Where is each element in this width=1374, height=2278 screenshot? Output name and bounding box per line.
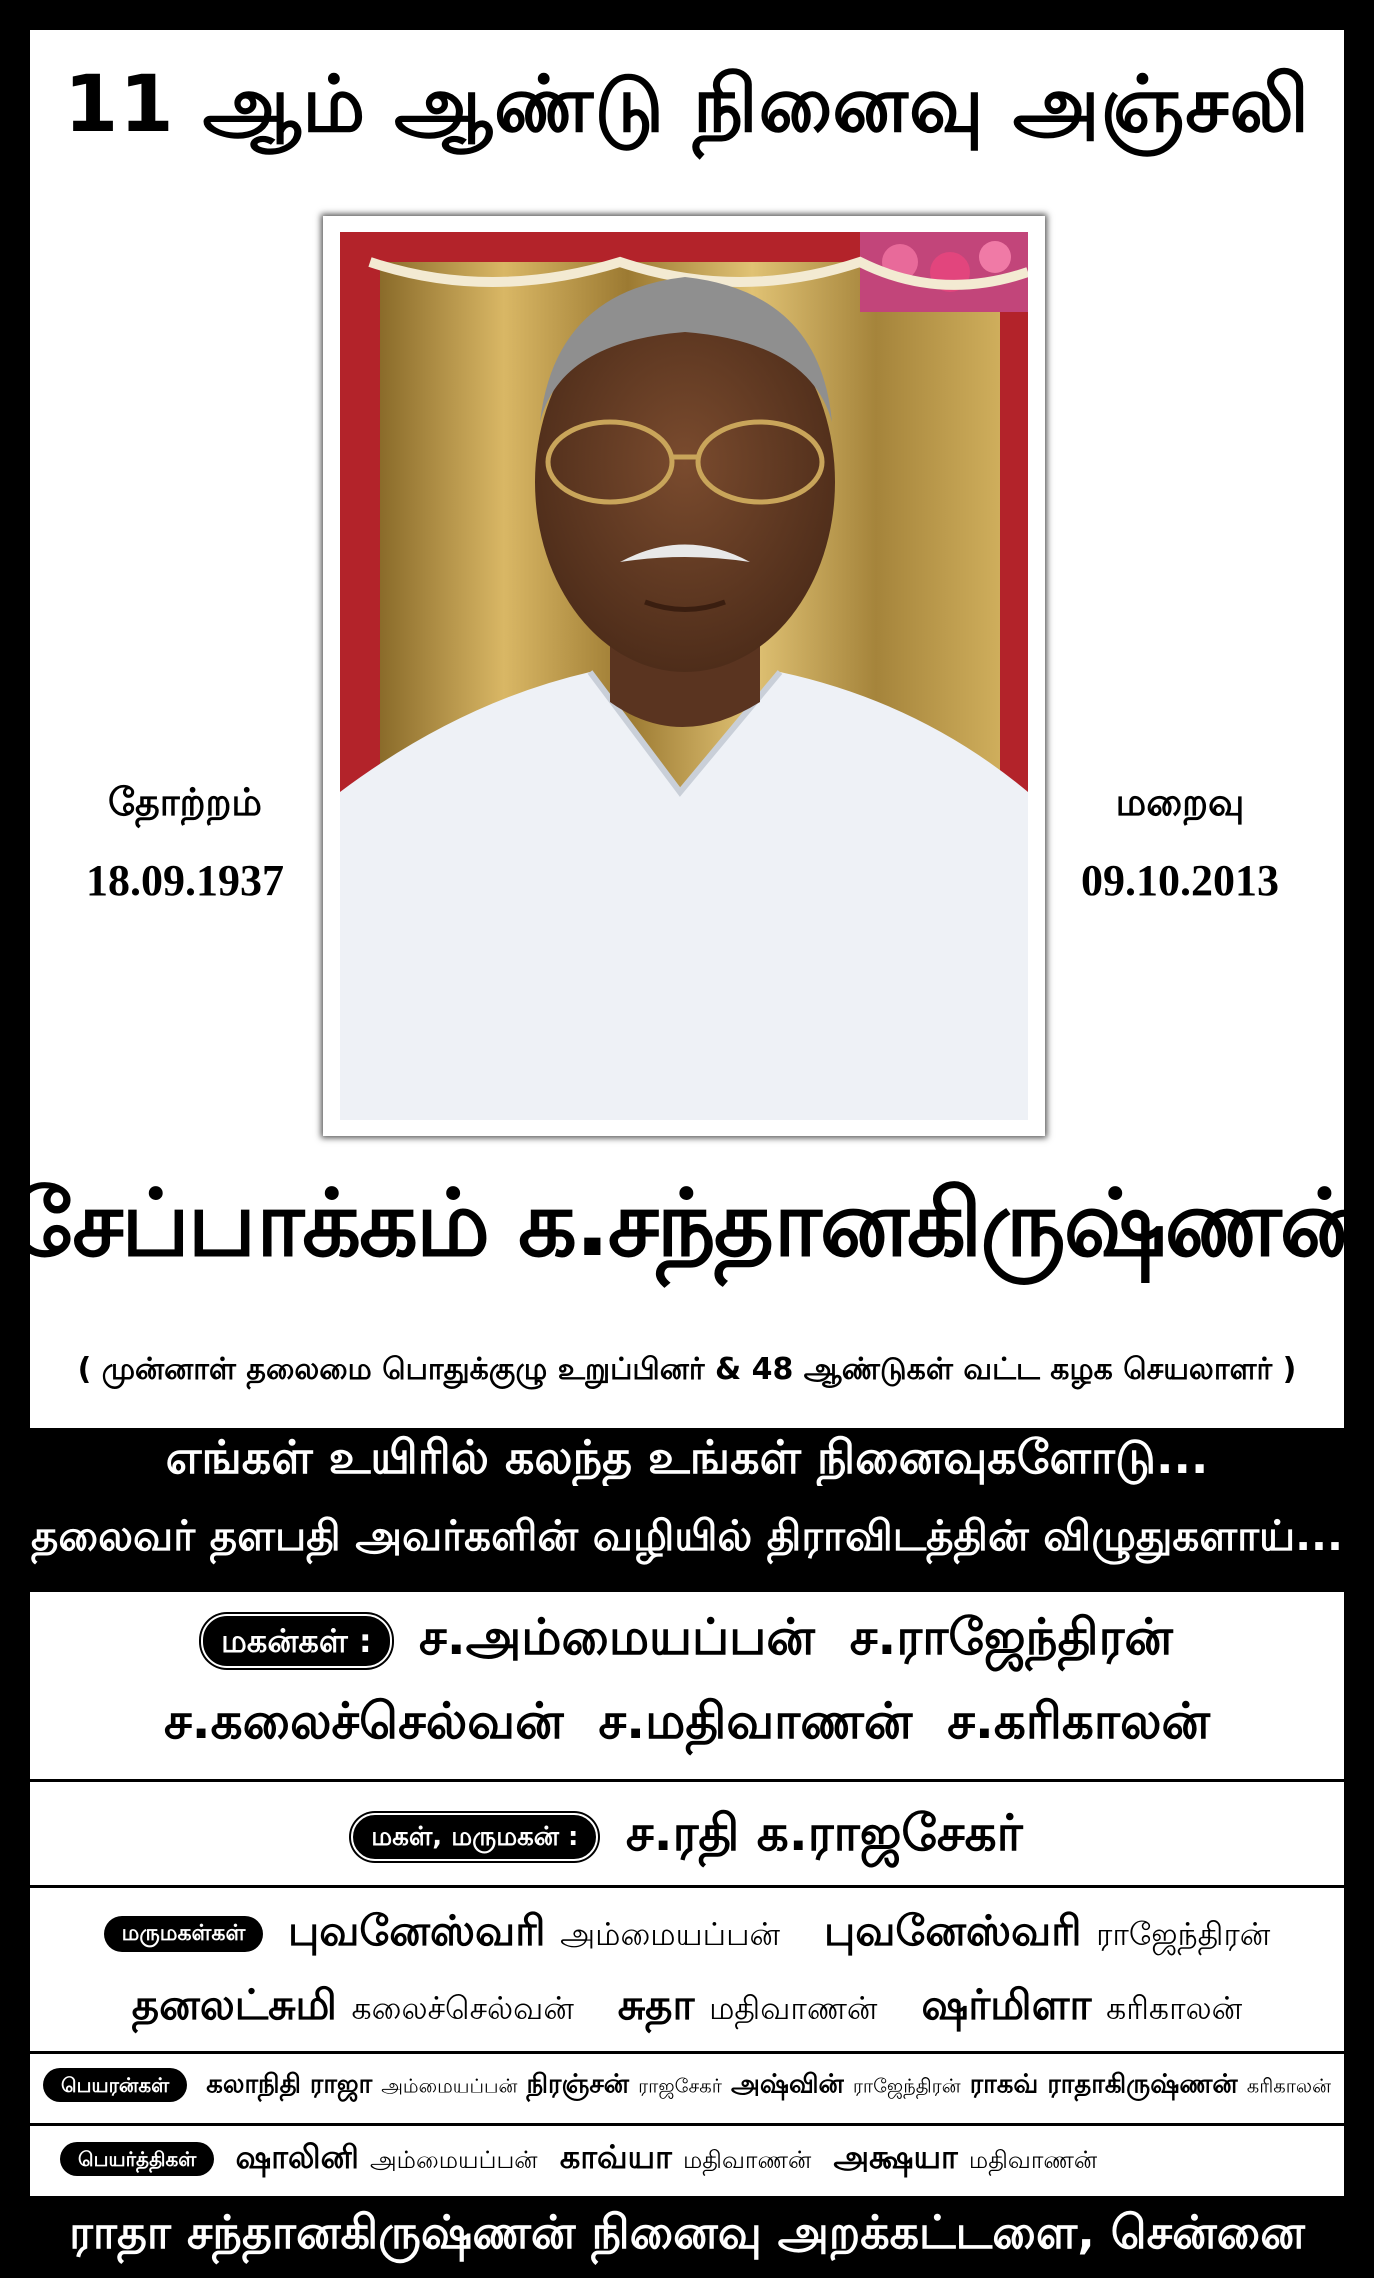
daughters-in-law-label: மருமகள்கள் xyxy=(104,1916,264,1952)
dil-last-name: அம்மையப்பன் xyxy=(560,1917,781,1953)
deceased-role: ( முன்னாள் தலைமை பொதுக்குழு உறுப்பினர் & 48 ஆண்டுகள் வட்ட கழக செயலாளர் ) xyxy=(77,1352,1297,1387)
sons-row-2 xyxy=(30,1692,1344,1757)
death-label: மறைவு xyxy=(1115,780,1245,824)
birth-date: 18.09.1937 xyxy=(86,856,284,905)
grandson-last-name: ராஜேந்திரன் xyxy=(852,2074,961,2098)
grandsons-section xyxy=(30,2054,1344,2126)
footer-trust-name: ராதா சந்தானகிருஷ்ணன் நினைவு அறக்கட்டளை, சென்னை xyxy=(0,2196,1374,2278)
son-name: ச.கலைச்செல்வன் xyxy=(164,1692,564,1750)
grandson-last-name: அம்மையப்பன் xyxy=(381,2074,518,2098)
son-name: ச.மதிவாணன் xyxy=(598,1692,913,1750)
grandsons-row xyxy=(30,2068,1344,2103)
granddaughter-last-name: அம்மையப்பன் xyxy=(370,2146,538,2174)
dil-last-name: கலைச்செல்வன் xyxy=(351,1991,574,2027)
portrait-photo xyxy=(340,232,1028,1120)
son-name: ச.அம்மையப்பன் xyxy=(419,1608,815,1666)
dil-first-name: புவனேஸ்வரி xyxy=(287,1906,546,1955)
dil-last-name: மதிவாணன் xyxy=(709,1991,878,2027)
death-date: 09.10.2013 xyxy=(1081,856,1279,905)
granddaughters-label: பெயர்த்திகள் xyxy=(60,2142,214,2176)
daughter-row xyxy=(30,1804,1344,1869)
grandsons-label: பெயரன்கள் xyxy=(43,2068,187,2102)
grandson-last-name: ராஜசேகர் xyxy=(638,2074,722,2098)
grandson-first-name: நிரஞ்சன் xyxy=(526,2069,630,2100)
dil-first-name: ஷர்மிளா xyxy=(921,1980,1092,2029)
dil-first-name: தனலட்சுமி xyxy=(131,1980,337,2029)
dil-first-name: புவனேஸ்வரி xyxy=(823,1906,1082,1955)
granddaughters-section xyxy=(30,2126,1344,2196)
granddaughter-first-name: அக்ஷயா xyxy=(833,2138,958,2176)
sons-label: மகன்கள் : xyxy=(201,1614,392,1668)
dil-last-name: ராஜேந்திரன் xyxy=(1096,1917,1271,1953)
daughter-names: ச.ரதி க.ராஜசேகர் xyxy=(625,1804,1023,1862)
deceased-name: சேப்பாக்கம் க.சந்தானகிருஷ்ணன் xyxy=(7,1170,1367,1277)
grandson-first-name: கலாநிதி ராஜா xyxy=(206,2069,373,2100)
daughters-in-law-row-2 xyxy=(30,1980,1344,2035)
granddaughter-last-name: மதிவாணன் xyxy=(682,2146,812,2174)
dil-last-name: கரிகாலன் xyxy=(1106,1991,1243,2027)
page-title: 11 ஆம் ஆண்டு நினைவு அஞ்சலி xyxy=(64,60,1310,150)
portrait-frame xyxy=(323,216,1045,1136)
portrait-illustration xyxy=(340,232,1028,1120)
daughters-in-law-section xyxy=(30,1888,1344,2054)
birth-label: தோற்றம் xyxy=(108,780,262,824)
daughters-in-law-row-1 xyxy=(30,1906,1344,1961)
tribute-line-2: தலைவர் தளபதி அவர்களின் வழியில் திராவிடத்தின் விழுதுகளாய்... xyxy=(30,1486,1344,1592)
dil-first-name: சுதா xyxy=(617,1980,695,2029)
grandson-last-name: கரிகாலன் xyxy=(1246,2074,1331,2098)
granddaughter-first-name: காவ்யா xyxy=(559,2138,672,2176)
tribute-line-1: எங்கள் உயிரில் கலந்த உங்கள் நினைவுகளோடு... xyxy=(30,1428,1344,1486)
grandson-first-name: அஷ்வின் xyxy=(730,2069,844,2100)
son-name: ச.ராஜேந்திரன் xyxy=(849,1608,1173,1666)
granddaughter-first-name: ஷாலினி xyxy=(235,2138,359,2176)
granddaughter-last-name: மதிவாணன் xyxy=(968,2146,1098,2174)
daughter-section xyxy=(30,1782,1344,1888)
grandson-first-name: ராகவ் ராதாகிருஷ்ணன் xyxy=(969,2069,1238,2100)
sons-row-1 xyxy=(30,1608,1344,1673)
daughter-label: மகள், மருமகன் : xyxy=(351,1813,598,1861)
sons-section xyxy=(30,1592,1344,1782)
son-name: ச.கரிகாலன் xyxy=(947,1692,1210,1750)
granddaughters-row xyxy=(30,2138,1344,2180)
